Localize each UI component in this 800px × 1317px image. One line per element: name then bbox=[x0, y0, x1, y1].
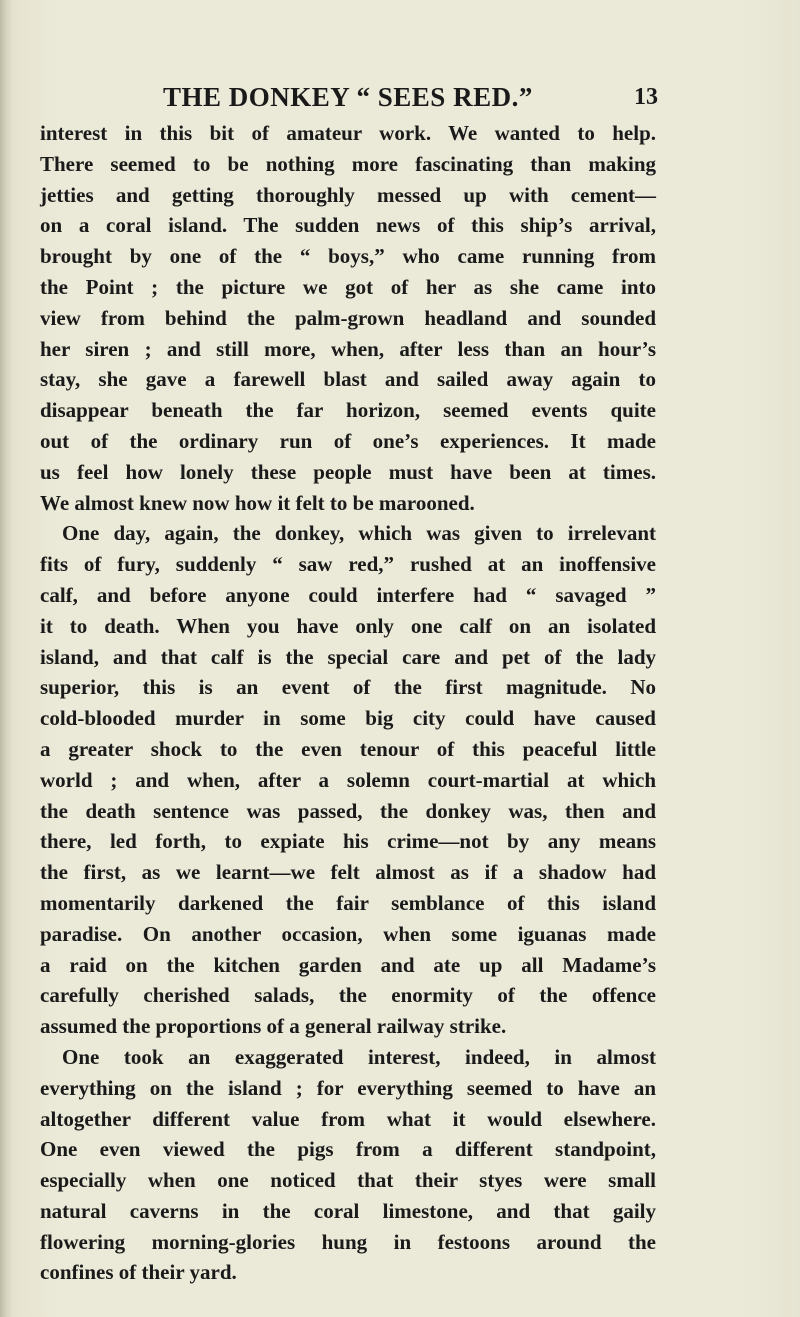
text-line: a greater shock to the even tenour of this peaceful little bbox=[40, 736, 656, 761]
text-line: We almost knew now how it felt to be marooned. bbox=[40, 490, 475, 515]
page-header bbox=[0, 79, 800, 119]
text-line: stay, she gave a farewell blast and sailed away again to bbox=[40, 367, 656, 392]
text-line: fits of fury, suddenly “ saw red,” rushed at an inoffensive bbox=[40, 552, 656, 577]
running-title: THE DONKEY “ SEES RED.” bbox=[163, 82, 533, 112]
text-line: carefully cherished salads, the enormity of the offence bbox=[40, 983, 656, 1008]
text-line: there, led forth, to expiate his crime—not by any means bbox=[40, 829, 656, 854]
text-line: a raid on the kitchen garden and ate up all Madame’s bbox=[40, 952, 656, 977]
body-text bbox=[40, 118, 656, 1288]
text-line: especially when one noticed that their styes were small bbox=[40, 1168, 656, 1193]
text-line: assumed the proportions of a general railway strike. bbox=[40, 1014, 507, 1039]
text-line: superior, this is an event of the first magnitude. No bbox=[40, 675, 656, 700]
text-line: There seemed to be nothing more fascinating than making bbox=[40, 151, 656, 176]
text-line: interest in this bit of amateur work. We wanted to help. bbox=[40, 121, 656, 145]
text-line: flowering morning-glories hung in festoons around the bbox=[40, 1229, 656, 1254]
text-line: the death sentence was passed, the donkey was, then and bbox=[40, 798, 656, 823]
text-line: calf, and before anyone could interfere had “ savaged ” bbox=[40, 582, 656, 607]
text-line: momentarily darkened the fair semblance of this island bbox=[40, 890, 656, 915]
text-line: altogether different value from what it would elsewhere. bbox=[40, 1106, 656, 1131]
page-number: 13 bbox=[634, 84, 658, 110]
text-line: it to death. When you have only one calf on an isolated bbox=[40, 613, 656, 638]
text-line: out of the ordinary run of one’s experiences. It made bbox=[40, 428, 656, 453]
page-gutter-shadow bbox=[0, 0, 12, 1317]
text-line: One day, again, the donkey, which was given to irrelevant bbox=[62, 521, 656, 546]
text-line: the first, as we learnt—we felt almost as if a shadow had bbox=[40, 860, 656, 885]
text-line: everything on the island ; for everything seemed to have an bbox=[40, 1075, 656, 1100]
text-line: disappear beneath the far horizon, seemed events quite bbox=[40, 398, 656, 423]
text-line: One took an exaggerated interest, indeed, in almost bbox=[62, 1044, 656, 1069]
text-line: natural caverns in the coral limestone, and that gaily bbox=[40, 1198, 656, 1223]
text-line: view from behind the palm-grown headland and sounded bbox=[40, 305, 656, 330]
text-line: her siren ; and still more, when, after less than an hour’s bbox=[40, 336, 656, 361]
text-line: on a coral island. The sudden news of this ship’s arrival, bbox=[40, 213, 656, 238]
text-line: cold-blooded murder in some big city could have caused bbox=[40, 706, 656, 731]
text-line: One even viewed the pigs from a different standpoint, bbox=[40, 1137, 656, 1162]
text-line: jetties and getting thoroughly messed up with cement— bbox=[40, 182, 656, 207]
text-line: confines of their yard. bbox=[40, 1260, 237, 1285]
text-line: paradise. On another occasion, when some iguanas made bbox=[40, 921, 656, 946]
text-line: the Point ; the picture we got of her as she came into bbox=[40, 274, 656, 299]
text-line: world ; and when, after a solemn court-martial at which bbox=[40, 767, 656, 792]
text-line: brought by one of the “ boys,” who came running from bbox=[40, 244, 656, 269]
text-line: island, and that calf is the special care and pet of the lady bbox=[40, 644, 656, 669]
text-line: us feel how lonely these people must have been at times. bbox=[40, 459, 656, 484]
